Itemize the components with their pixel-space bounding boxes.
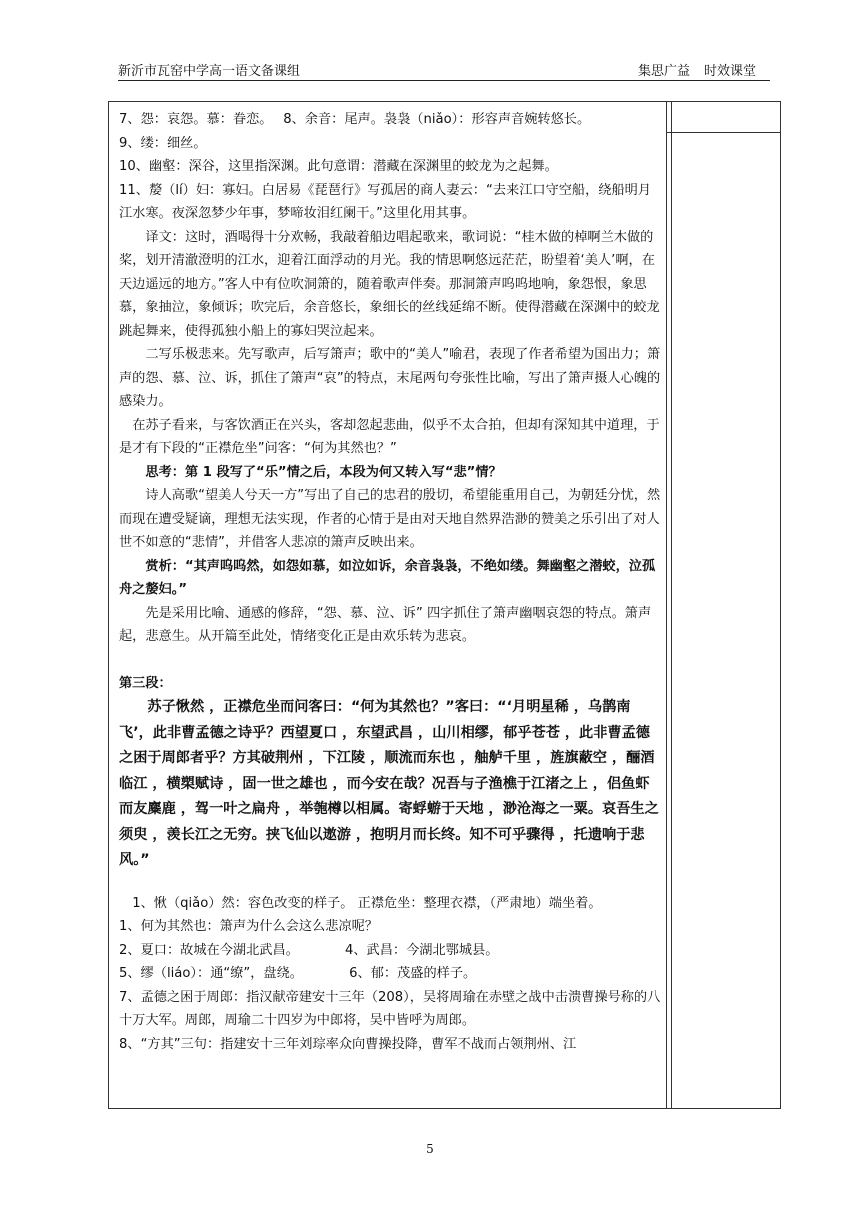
note-7-8: 7、怨：哀怨。慕：眷恋。 8、余音：尾声。袅袅（niǎo）：形容声音婉转悠长。 — [119, 112, 591, 127]
annotation-1b: 1、何为其然也：箫声为什么会这么悲凉呢？ — [119, 919, 378, 934]
side-cell-rule — [666, 132, 780, 133]
think-question: 思考：第 1 段写了“乐”情之后，本段为何又转入写“悲”情？ — [145, 464, 502, 480]
page-header — [118, 56, 770, 80]
header-motto-a: 集思广益 — [637, 64, 690, 79]
appreciation-quote: 赏析：“其声呜呜然，如怨如慕，如泣如诉，余音袅袅，不绝如缕。舞幽壑之潜蛟，泣孤舟之嫠妇。” — [119, 558, 656, 597]
section-three-text: 苏子愀然 ，正襟危坐而问客曰：“何为其然也？”客曰：“‘月明星稀 ，乌鹊南飞’，此非曹孟德之诗乎？西望夏口 ，东望武昌 ，山川相缪，郁乎苍苍 ，此非曹孟德之困于周郎者乎？方其破荆州 ，下江陵 ，顺流而东也 ，舳舻千里 ，旌旗蔽空 ，酾酒临江 ，横槊赋诗 ，固一世之雄也 ，而今安在哉？况吾与子渔樵于江渚之上 ，侣鱼虾而友麋鹿 ，驾一叶之扁舟 ，举匏樽以相属。寄蜉蝣于天地 ，渺沧海之一粟。哀吾生之须臾 ，羡长江之无穷。挟飞仙以遨游 ，抱明月而长终。知不可乎骤得 ，托遗响于悲风。” — [119, 699, 659, 868]
annotation-7: 7、孟德之困于周郎：指汉献帝建安十三年（208），吴将周瑜在赤壁之战中击溃曹操号称的八十万大军。周郎，周瑜二十四岁为中郎将，吴中皆呼为周郎。 — [119, 989, 661, 1028]
annotation-1: 1、愀（qiǎo）然：容色改变的样子。 正襟危坐：整理衣襟，（严肃地）端坐着。 — [132, 895, 602, 911]
lesson-table — [108, 101, 781, 1109]
section-three-heading: 第三段： — [119, 675, 172, 691]
header-rule — [118, 80, 770, 81]
annotation-8: 8、“方其”三句：指建安十三年刘琮率众向曹操投降，曹军不战而占领荆州、江 — [119, 1036, 577, 1052]
translation-paragraph: 译文：这时，酒喝得十分欢畅，我敲着船边唱起歌来，歌词说：“桂木做的棹啊兰木做的桨，划开清澈澄明的江水，迎着江面浮动的月光。我的情思啊悠远茫茫，盼望着‘美人’啊，在天边遥远的地方。”客人中有位吹洞箫的，随着歌声伴奏。那洞箫声呜呜地响，象怨恨，象思慕，象抽泣，象倾诉；吹完后，余音悠长，象细长的丝线延绵不断。使得潜藏在深渊中的蛟龙跳起舞来，使得孤独小船上的寡妇哭泣起来。 — [119, 229, 660, 339]
note-10: 10、幽壑：深谷，这里指深渊。此句意谓：潜藏在深渊里的蛟龙为之起舞。 — [119, 159, 558, 174]
page-number: 5 — [426, 1142, 434, 1156]
appreciation-note: 先是采用比喻、通感的修辞，“怨、慕、泣、诉” 四字抓住了箫声幽咽哀怨的特点。箫声起，悲意生。从开篇至此处，情绪变化正是由欢乐转为悲哀。 — [119, 605, 652, 644]
analysis-paragraph: 二写乐极悲来。先写歌声，后写箫声；歌中的“美人”喻君，表现了作者希望为国出力；箫声的怨、慕、泣、诉，抓住了箫声“哀”的特点，末尾两句夸张性比喻，写出了箫声摄人心魄的感染力。 — [119, 347, 661, 409]
header-motto-b: 时效课堂 — [703, 64, 756, 79]
blank-line — [119, 649, 663, 672]
blank-line — [119, 874, 663, 892]
note-11: 11、嫠（lí）妇：寡妇。白居易《琵琶行》写孤居的商人妻云：“去来江口守空船，绕船明月江水寒。夜深忽梦少年事，梦啼妆泪红阑干。”这里化用其事。 — [119, 182, 652, 221]
column-divider-inner — [671, 102, 672, 1108]
header-school-group: 新沂市瓦窑中学高一语文备课组 — [118, 64, 301, 79]
column-divider — [666, 102, 667, 1108]
annotation-2-4: 2、夏口：故城在今湖北武昌。 4、武昌：今湖北鄂城县。 — [119, 942, 499, 958]
think-answer: 诗人高歌“望美人兮天一方”写出了自己的忠君的殷切，希望能重用自己，为朝廷分忧，然而现在遭受疑谪，理想无法实现，作者的心情于是由对天地自然界浩渺的赞美之乐引出了对人世不如意的“悲情”，并借客人悲凉的箫声反映出来。 — [119, 488, 661, 550]
header-motto — [638, 60, 756, 79]
transition-paragraph: 在苏子看来，与客饮酒正在兴头，客却忽起悲曲，似乎不太合拍，但却有深知其中道理，于是才有下段的“正襟危坐”问客：“何为其然也？” — [119, 417, 660, 456]
note-9: 9、缕：细丝。 — [119, 135, 207, 151]
lesson-content — [119, 108, 663, 1056]
annotation-5-6: 5、缪（liáo）：通“缭”，盘绕。 6、郁：茂盛的样子。 — [119, 966, 477, 981]
